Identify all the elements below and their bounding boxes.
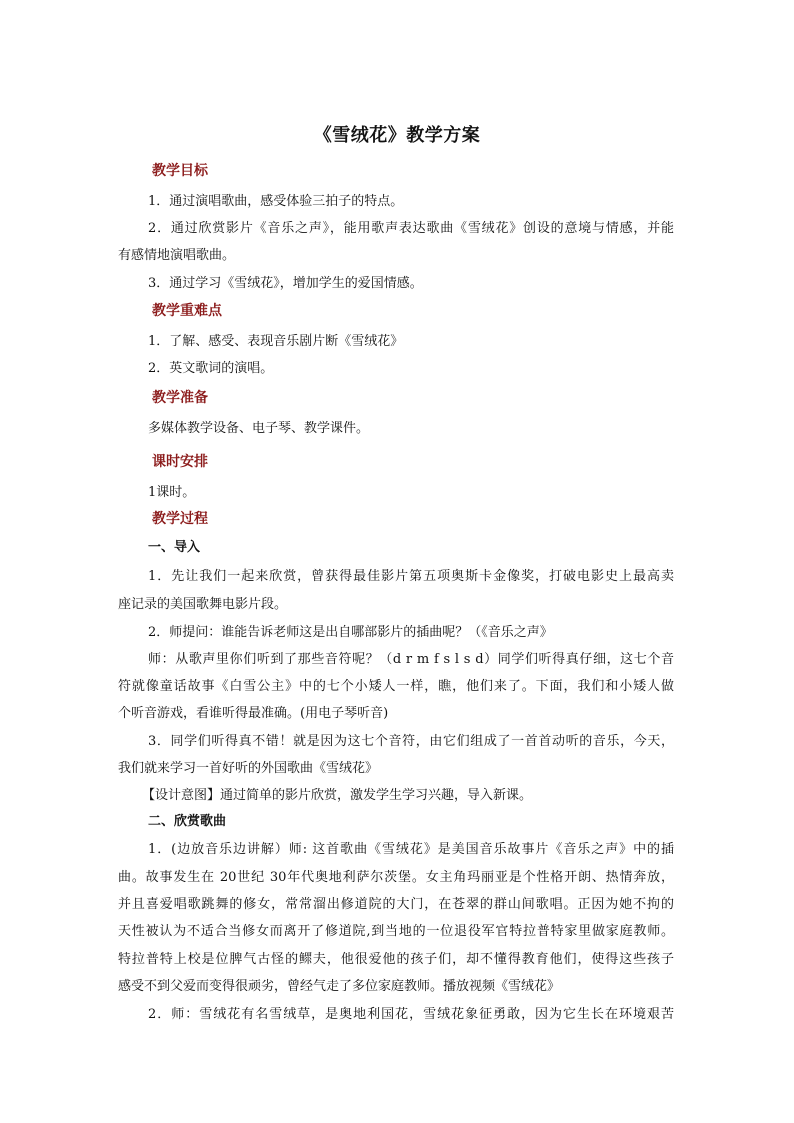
- goals-item-2-line-1: 2．通过欣赏影片《音乐之声》，能用歌声表达歌曲《雪绒花》创设的意境与情感，并能: [148, 221, 674, 236]
- goals-item-1: 1．通过演唱歌曲，感受体验三拍子的特点。: [148, 194, 404, 209]
- appreciate-p1-line-1: 1．(边放音乐边讲解）师: 这首歌曲《雪绒花》是美国音乐故事片《音乐之声》中的插: [148, 842, 674, 857]
- intro-p3-line-2: 符就像童话故事《白雪公主》中的七个小矮人一样，瞧，他们来了。下面，我们和小矮人做: [118, 679, 674, 694]
- schedule-text: 1课时。: [148, 485, 196, 500]
- page-title: 《雪绒花》教学方案: [313, 125, 481, 146]
- preparation-text: 多媒体教学设备、电子琴、教学课件。: [148, 421, 370, 436]
- intro-design-intent: 【设计意图】通过简单的影片欣赏，激发学生学习兴趣，导入新课。: [142, 788, 533, 803]
- appreciate-p1-line-3: 并且喜爱唱歌跳舞的修女，常常溜出修道院的大门，在苍翠的群山间歌唱。正因为她不拘的: [118, 897, 674, 912]
- intro-p3-line-1: 师：从歌声里你们听到了那些音符呢？（d r m f s l s d）同学们听得真仔细，这七个音: [148, 652, 674, 667]
- appreciate-p1-line-4: 天性被认为不适合当修女而离开了修道院,到当地的一位退役军官特拉普特家里做家庭教师。: [118, 924, 674, 939]
- intro-p4-line-1: 3．同学们听得真不错！就是因为这七个音符，由它们组成了一首首动听的音乐，今天，: [148, 734, 674, 749]
- heading-preparation: 教学准备: [152, 390, 208, 406]
- appreciate-p1-line-6: 感受不到父爱而变得很顽劣，曾经气走了多位家庭教师。播放视频《雪绒花》: [118, 979, 561, 994]
- heading-goals: 教学目标: [152, 163, 208, 179]
- appreciate-p2-line-1: 2．师：雪绒花有名雪绒草，是奥地利国花，雪绒花象征勇敢，因为它生长在环境艰苦: [148, 1007, 674, 1022]
- intro-p1-line-1: 1．先让我们一起来欣赏，曾获得最佳影片第五项奥斯卡金像奖，打破电影史上最高卖: [148, 569, 674, 584]
- intro-p2: 2．师提问：谁能告诉老师这是出自哪部影片的插曲呢？（《音乐之声》: [148, 625, 553, 640]
- heading-difficulties: 教学重难点: [152, 303, 222, 319]
- difficulties-item-1: 1．了解、感受、表现音乐剧片断《雪绒花》: [148, 334, 404, 349]
- subheading-intro: 一、导入: [148, 540, 201, 555]
- intro-p3-line-3: 个听音游戏，看谁听得最准确。(用电子琴听音): [118, 706, 389, 721]
- intro-p1-line-2: 座记录的美国歌舞电影片段。: [118, 597, 288, 612]
- subheading-appreciate: 二、欣赏歌曲: [148, 814, 227, 829]
- difficulties-item-2: 2．英文歌词的演唱。: [148, 361, 274, 376]
- intro-p4-line-2: 我们就来学习一首好听的外国歌曲《雪绒花》: [118, 761, 379, 776]
- goals-item-3: 3．通过学习《雪绒花》，增加学生的爱国情感。: [148, 276, 423, 291]
- heading-process: 教学过程: [152, 511, 208, 527]
- appreciate-p1-line-5: 特拉普特上校是位脾气古怪的鳏夫，他很爱他的孩子们，却不懂得教育他们，使得这些孩子: [118, 952, 674, 967]
- goals-item-2-line-2: 有感情地演唱歌曲。: [118, 248, 236, 263]
- heading-schedule: 课时安排: [152, 454, 208, 470]
- appreciate-p1-line-2: 曲。故事发生在 20世纪 30年代奥地利萨尔茨堡。女主角玛丽亚是个性格开朗、热情奔放，: [118, 870, 674, 885]
